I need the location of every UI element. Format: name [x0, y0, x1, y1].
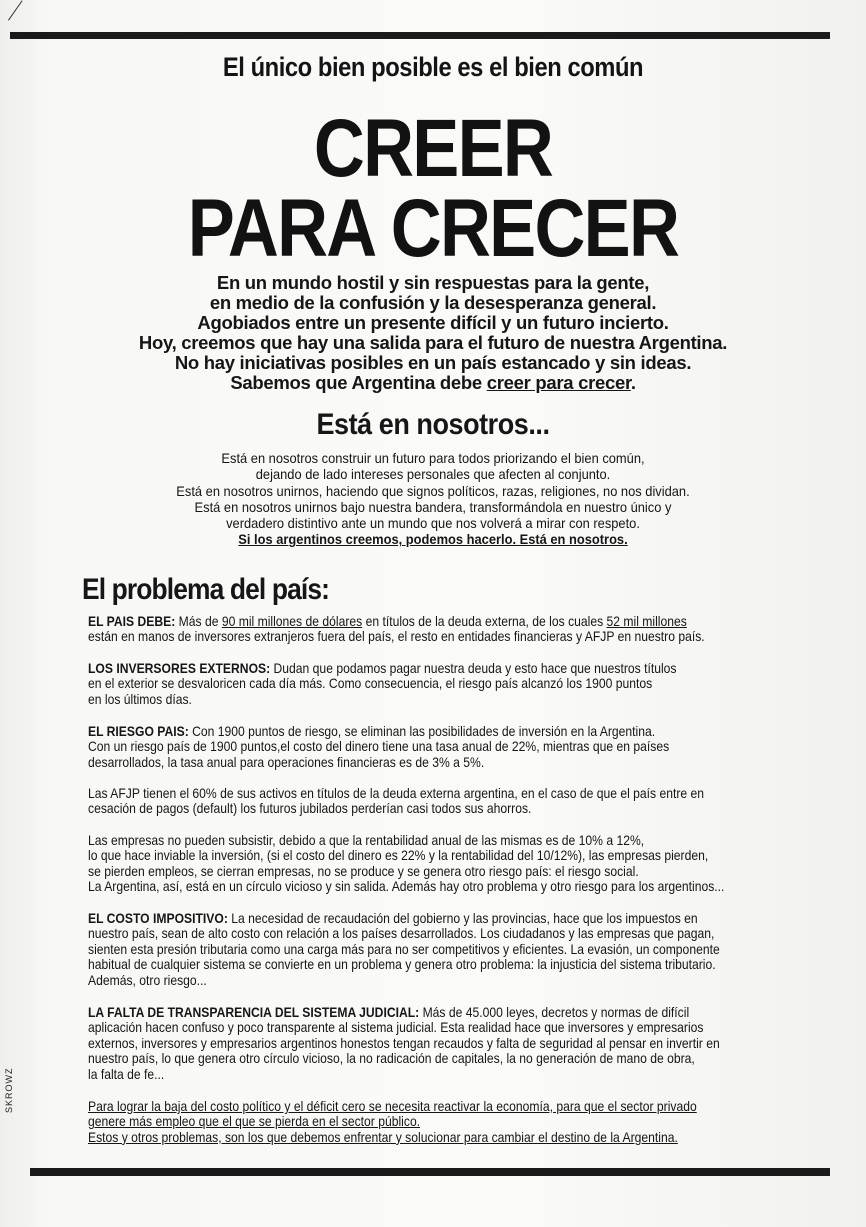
commitment-line: verdadero distintivo ante un mundo que nos volverá a mirar con respeto.: [226, 515, 640, 532]
paragraph-key: EL PAIS DEBE:: [88, 614, 176, 629]
paragraph-line: nuestro país, sean de alto costo con relación a los países desarrollados. Los ciudadanos y las empresas que pagan,: [88, 926, 715, 942]
intro-line: Hoy, creemos que hay una salida para el futuro de nuestra Argentina.: [138, 332, 728, 353]
closing-statement: [88, 1099, 792, 1145]
headline-line-1: CREER: [313, 103, 553, 194]
foreign-amount: 52 mil millones: [606, 614, 687, 629]
paragraph-country-risk: [88, 724, 792, 770]
paragraph-text: Más de: [175, 614, 222, 629]
paragraph-line: se pierden empleos, se cierran empresas, no se produce y se genera otro riesgo país: el riesgo social.: [88, 863, 639, 879]
intro-line: [0, 373, 866, 393]
intro-period: .: [630, 372, 636, 393]
paragraph-text: Dudan que podamos pagar nuestra deuda y esto hace que nuestros títulos: [270, 661, 677, 676]
paragraph-judicial: [88, 1005, 792, 1082]
closing-line: Para lograr la baja del costo político y el déficit cero se necesita reactivar la economía, para que el sector privado: [88, 1099, 697, 1114]
paragraph-line: Las AFJP tienen el 60% de sus activos en títulos de la deuda externa argentina, en el caso de que el país entre en: [88, 786, 705, 801]
side-credit: SKROWZ: [4, 1067, 14, 1113]
paragraph-line: están en manos de inversores extranjeros fuera del país, el resto en entidades financieras y AFJP en nuestro país.: [88, 629, 705, 645]
paragraph-investors: [88, 661, 792, 707]
paragraph-afjp: [88, 786, 792, 817]
paragraph-line: Además, otro riesgo...: [88, 972, 207, 988]
commitment-line: Está en nosotros unirnos, haciendo que signos políticos, razas, religiones, no nos dividan.: [176, 482, 690, 499]
closing-line: genere más empleo que el que se pierda en el sector público.: [88, 1114, 421, 1130]
paragraph-line: sienten esta presión tributaria como una carga más para no ser competitivos y eficientes. La evasión, un componente: [88, 941, 720, 957]
paragraph-line: externos, inversores y empresarios argentinos honestos tengan recaudos y falta de seguridad al pensar en invertir en: [88, 1035, 720, 1051]
closing-line: Estos y otros problemas, son los que debemos enfrentar y solucionar para cambiar el destino de la Argentina.: [88, 1129, 678, 1145]
commitment-line: Está en nosotros construir un futuro para todos priorizando el bien común,: [221, 450, 645, 466]
paragraph-companies: [88, 833, 792, 895]
paragraph-line: Con un riesgo país de 1900 puntos,el costo del dinero tiene una tasa anual de 22%, mientras que en países: [88, 739, 670, 755]
paragraph-key: EL COSTO IMPOSITIVO:: [88, 911, 228, 926]
paragraph-key: LA FALTA DE TRANSPARENCIA DEL SISTEMA JUDICIAL:: [88, 1005, 420, 1020]
headline-line-2: PARA CRECER: [187, 183, 679, 274]
commitment-closing: Si los argentinos creemos, podemos hacerlo. Está en nosotros.: [238, 531, 628, 548]
paragraph-tax-cost: [88, 911, 792, 988]
paragraph-line: la falta de fe...: [88, 1066, 165, 1082]
intro-slogan: creer para crecer: [486, 372, 631, 393]
paragraph-line: nuestro país, lo que genera otro círculo vicioso, la no radicación de capitales, la no generación de mano de obra,: [88, 1051, 695, 1067]
paragraph-line: Las empresas no pueden subsistir, debido a que la rentabilidad anual de las mismas es de 10% a 12%,: [88, 833, 645, 848]
paragraph-line: aplicación hacen confuso y poco transparente al sistema judicial. Esta realidad hace que inversores y empresarios: [88, 1020, 704, 1036]
intro-block: [0, 273, 866, 393]
paragraph-line: en los últimos días.: [88, 691, 192, 707]
paragraph-text: Con 1900 puntos de riesgo, se eliminan las posibilidades de inversión en la Argentina.: [188, 724, 656, 739]
commitment-line: dejando de lado intereses personales que afecten al conjunto.: [255, 466, 611, 483]
paragraph-text: La necesidad de recaudación del gobierno y las provincias, hace que los impuestos en: [227, 911, 698, 926]
problem-heading: El problema del país:: [82, 573, 330, 606]
debt-amount: 90 mil millones de dólares: [221, 614, 363, 629]
intro-line: en medio de la confusión y la desesperanza general.: [209, 292, 657, 313]
commitment-line: Está en nosotros unirnos bajo nuestra bandera, transformándola en nuestro único y: [194, 498, 672, 515]
paragraph-line: lo que hace inviable la inversión, (si el costo del dinero es 22% y la rentabilidad del 10/12%), las empresas pierden,: [88, 848, 709, 864]
bottom-rule: [30, 1168, 830, 1176]
paragraph-line: La Argentina, así, está en un círculo vicioso y sin salida. Además hay otro problema y otro riesgo para los argentinos...: [88, 879, 725, 895]
section-title: Está en nosotros...: [316, 408, 550, 441]
intro-line: Agobiados entre un presente difícil y un futuro incierto.: [197, 312, 669, 333]
paragraph-line: habitual de cualquier sistema se convierte en un problema y genera otro problema: la injusticia del sistema tributario.: [88, 957, 716, 973]
tagline: El único bien posible es el bien común: [222, 52, 644, 82]
paragraph-key: LOS INVERSORES EXTERNOS:: [88, 661, 271, 676]
intro-line: En un mundo hostil y sin respuestas para la gente,: [216, 272, 650, 293]
paragraph-line: en el exterior se desvaloricen cada día más. Como consecuencia, el riesgo país alcanzó los 1900 puntos: [88, 676, 653, 692]
paragraph-text: en títulos de la deuda externa, de los cuales: [362, 614, 607, 629]
paragraph-line: cesación de pagos (default) los futuros jubilados perderían casi todos sus ahorros.: [88, 801, 532, 817]
paragraph-line: desarrollados, la tasa anual para operaciones financieras es de 3% a 5%.: [88, 754, 485, 770]
intro-line: No hay iniciativas posibles en un país estancado y sin ideas.: [174, 352, 692, 373]
paragraph-key: EL RIESGO PAIS:: [88, 724, 189, 739]
intro-text: Sabemos que Argentina debe: [230, 372, 487, 393]
commitment-block: [35, 450, 832, 548]
top-rule: [10, 32, 830, 39]
paragraph-text: Más de 45.000 leyes, decretos y normas de difícil: [419, 1005, 690, 1020]
paragraph-debt: [88, 614, 792, 645]
